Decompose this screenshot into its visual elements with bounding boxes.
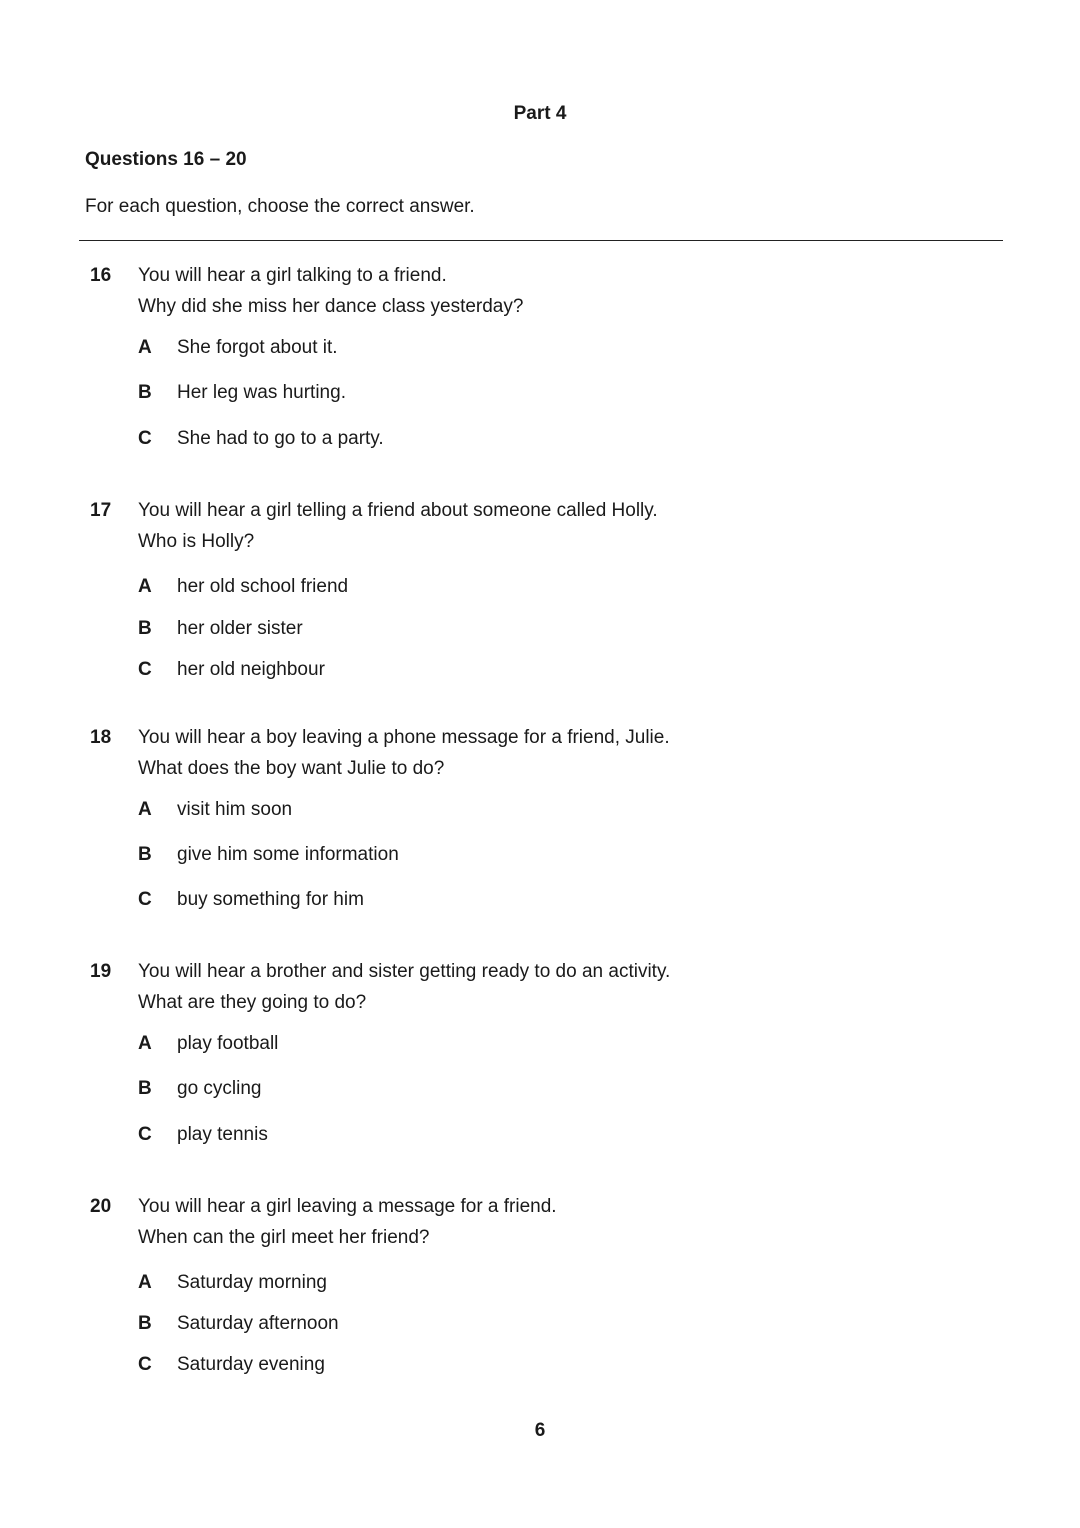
option-text: go cycling [177, 1078, 262, 1099]
option-letter: B [138, 1313, 152, 1334]
option-a[interactable] [138, 1272, 838, 1296]
option-letter: C [138, 428, 152, 449]
option-a[interactable] [138, 337, 838, 361]
question-number: 17 [90, 500, 112, 521]
option-c[interactable] [138, 889, 838, 913]
questions-heading: Questions 16 – 20 [85, 149, 247, 170]
option-b[interactable] [138, 1078, 838, 1102]
option-b[interactable] [138, 382, 838, 406]
question-context: You will hear a girl leaving a message for a friend. [138, 1196, 557, 1217]
option-c[interactable] [138, 1124, 838, 1148]
option-letter: B [138, 1078, 152, 1099]
option-letter: A [138, 576, 152, 597]
option-letter: A [138, 1272, 152, 1293]
option-text: her older sister [177, 618, 303, 639]
option-letter: A [138, 1033, 152, 1054]
option-c[interactable] [138, 659, 838, 683]
option-c[interactable] [138, 1354, 838, 1378]
option-text: play tennis [177, 1124, 268, 1145]
question-number: 19 [90, 961, 112, 982]
instruction-text: For each question, choose the correct answer. [85, 196, 475, 217]
option-c[interactable] [138, 428, 838, 452]
option-text: Saturday morning [177, 1272, 327, 1293]
option-text: She forgot about it. [177, 337, 338, 358]
question-context: You will hear a girl talking to a friend. [138, 265, 447, 286]
option-letter: B [138, 844, 152, 865]
option-letter: A [138, 337, 152, 358]
question-context: You will hear a boy leaving a phone message for a friend, Julie. [138, 727, 670, 748]
question-prompt: What does the boy want Julie to do? [138, 758, 445, 779]
question-context: You will hear a girl telling a friend about someone called Holly. [138, 500, 658, 521]
option-text: Saturday afternoon [177, 1313, 339, 1334]
option-text: She had to go to a party. [177, 428, 384, 449]
option-letter: C [138, 889, 152, 910]
option-b[interactable] [138, 618, 838, 642]
question-prompt: Why did she miss her dance class yesterday? [138, 296, 524, 317]
question-number: 16 [90, 265, 112, 286]
option-text: buy something for him [177, 889, 364, 910]
question-number: 18 [90, 727, 112, 748]
option-a[interactable] [138, 576, 838, 600]
option-letter: B [138, 618, 152, 639]
page-number: 6 [534, 1420, 546, 1441]
question-context: You will hear a brother and sister getting ready to do an activity. [138, 961, 671, 982]
question-number: 20 [90, 1196, 112, 1217]
option-text: play football [177, 1033, 279, 1054]
option-letter: A [138, 799, 152, 820]
option-b[interactable] [138, 1313, 838, 1337]
option-text: her old school friend [177, 576, 349, 597]
question-prompt: When can the girl meet her friend? [138, 1227, 430, 1248]
option-text: Saturday evening [177, 1354, 325, 1375]
option-a[interactable] [138, 1033, 838, 1057]
question-prompt: Who is Holly? [138, 531, 255, 552]
option-text: visit him soon [177, 799, 293, 820]
question-prompt: What are they going to do? [138, 992, 367, 1013]
option-letter: B [138, 382, 152, 403]
option-a[interactable] [138, 799, 838, 823]
option-text: her old neighbour [177, 659, 325, 680]
option-b[interactable] [138, 844, 838, 868]
option-letter: C [138, 1124, 152, 1145]
option-letter: C [138, 1354, 152, 1375]
option-text: give him some information [177, 844, 399, 865]
part-title: Part 4 [513, 103, 567, 124]
section-divider [79, 240, 1003, 241]
option-text: Her leg was hurting. [177, 382, 346, 403]
option-letter: C [138, 659, 152, 680]
